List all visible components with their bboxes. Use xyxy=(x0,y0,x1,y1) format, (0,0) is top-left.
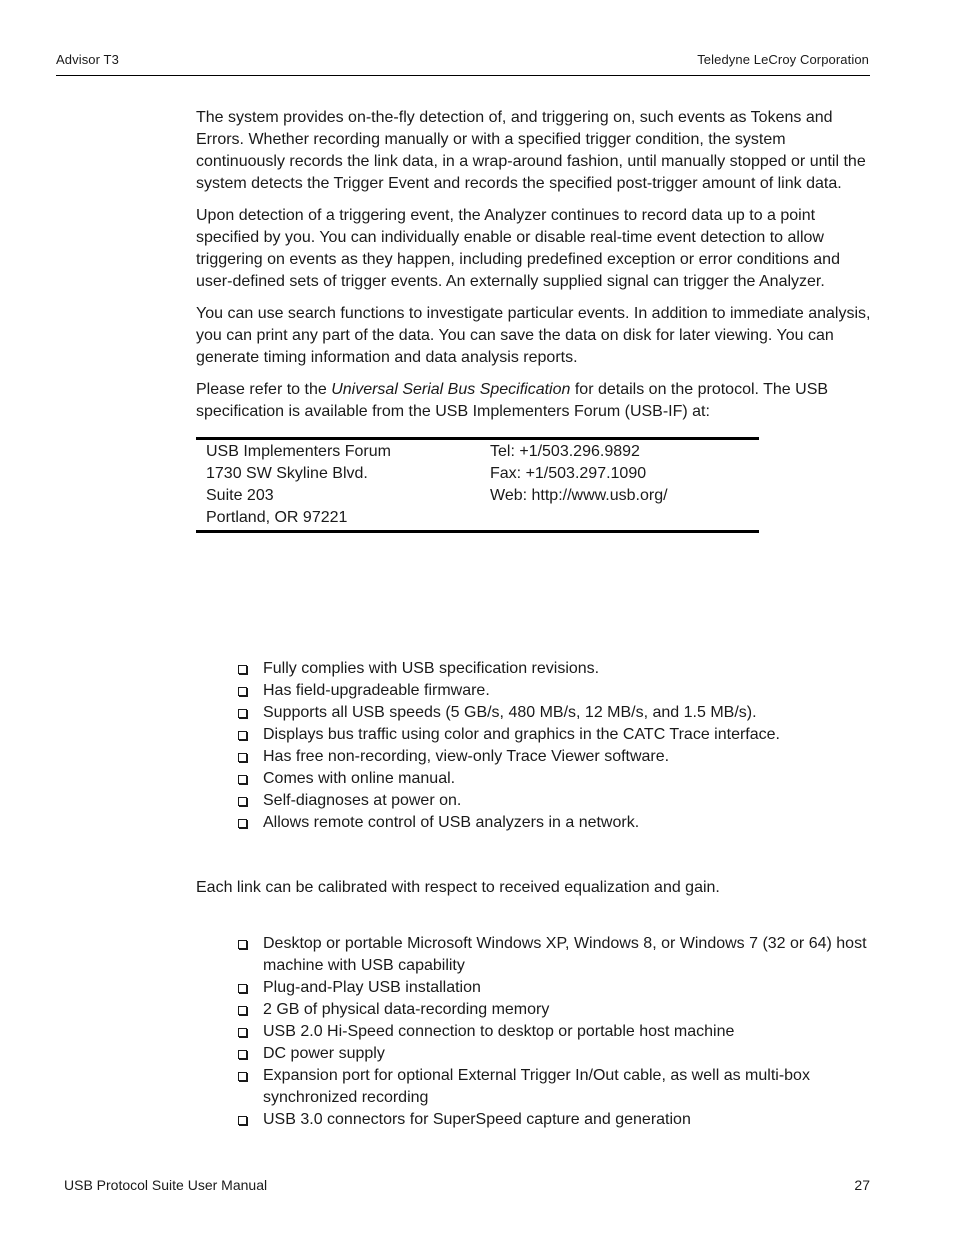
checkbox-bullet-icon xyxy=(238,687,247,696)
reference-after: for details on the protocol. The USB specification is available from the USB Implementers Forum (USB-IF) at: xyxy=(196,381,829,420)
feature-text: Has field-upgradeable firmware. xyxy=(263,682,490,699)
features-list xyxy=(236,658,872,834)
checkbox-bullet-icon xyxy=(238,731,247,740)
reference-spec-title: Universal Serial Bus Specification xyxy=(331,381,571,398)
page-number: 27 xyxy=(854,1177,870,1193)
table-cell: Web: http://www.usb.org/ xyxy=(490,487,668,504)
requirement-text: DC power supply xyxy=(263,1045,385,1062)
list-item xyxy=(236,768,872,790)
list-item xyxy=(236,933,872,977)
feature-text: Comes with online manual. xyxy=(263,770,456,787)
checkbox-bullet-icon xyxy=(238,709,247,718)
table-row xyxy=(196,485,759,507)
list-item xyxy=(236,1109,872,1131)
feature-text: Has free non-recording, view-only Trace Viewer software. xyxy=(263,748,670,765)
list-item xyxy=(236,1021,872,1043)
paragraph-search: You can use search functions to investigate particular events. In addition to immediate analysis, you can print any part of the data. You can save the data on disk for later viewing. You can generate timing information and data analysis reports. xyxy=(196,305,871,366)
list-item xyxy=(236,746,872,768)
list-item xyxy=(236,1065,872,1109)
list-item xyxy=(236,790,872,812)
paragraph-triggering: The system provides on-the-fly detection of, and triggering on, such events as Tokens and Errors. Whether recording manually or with a specified trigger condition, the system continuously records the link data, in a wrap-around fashion, until manually stopped or until the system detects the Trigger Event and records the specified post-trigger amount of link data. xyxy=(196,109,866,192)
feature-text: Supports all USB speeds (5 GB/s, 480 MB/s, 12 MB/s, and 1.5 MB/s). xyxy=(263,704,757,721)
list-item xyxy=(236,658,872,680)
table-cell: USB Implementers Forum xyxy=(206,443,391,460)
table-row xyxy=(196,439,759,464)
requirement-text: USB 3.0 connectors for SuperSpeed capture and generation xyxy=(263,1111,691,1128)
list-item xyxy=(236,724,872,746)
footer-manual-title: USB Protocol Suite User Manual xyxy=(64,1177,268,1193)
list-item xyxy=(236,812,872,834)
requirement-text: USB 2.0 Hi-Speed connection to desktop or portable host machine xyxy=(263,1023,735,1040)
checkbox-bullet-icon xyxy=(238,1006,247,1015)
table-cell: Suite 203 xyxy=(206,487,274,504)
paragraph-trigger-detection: Upon detection of a triggering event, the Analyzer continues to record data up to a point specified by you. You can individually enable or disable real-time event detection to allow triggering on events as they happen, including predefined exception or error conditions and user-defined sets of trigger events. An externally supplied signal can trigger the Analyzer. xyxy=(196,207,840,290)
table-cell: Fax: +1/503.297.1090 xyxy=(490,465,647,482)
list-item xyxy=(236,999,872,1021)
checkbox-bullet-icon xyxy=(238,819,247,828)
page-header xyxy=(56,52,869,67)
header-company: Teledyne LeCroy Corporation xyxy=(697,52,869,67)
feature-text: Fully complies with USB specification revisions. xyxy=(263,660,600,677)
table-row xyxy=(196,507,759,532)
checkbox-bullet-icon xyxy=(238,797,247,806)
table-row xyxy=(196,463,759,485)
reference-before: Please refer to the xyxy=(196,381,332,398)
header-rule xyxy=(56,75,870,76)
checkbox-bullet-icon xyxy=(238,940,247,949)
requirement-text: Desktop or portable Microsoft Windows XP, Windows 8, or Windows 7 (32 or 64) host machine with USB capability xyxy=(263,935,867,974)
checkbox-bullet-icon xyxy=(238,775,247,784)
page-footer xyxy=(64,1177,870,1193)
list-item xyxy=(236,977,872,999)
requirements-list xyxy=(236,933,872,1131)
checkbox-bullet-icon xyxy=(238,665,247,674)
list-item xyxy=(236,680,872,702)
checkbox-bullet-icon xyxy=(238,1116,247,1125)
checkbox-bullet-icon xyxy=(238,1028,247,1037)
usb-if-contact-table xyxy=(196,437,759,533)
table-cell xyxy=(480,507,759,532)
requirement-text: 2 GB of physical data-recording memory xyxy=(263,1001,550,1018)
checkbox-bullet-icon xyxy=(238,984,247,993)
paragraph-reference xyxy=(196,379,871,423)
calibration-paragraph: Each link can be calibrated with respect to received equalization and gain. xyxy=(196,879,720,896)
table-cell: 1730 SW Skyline Blvd. xyxy=(206,465,368,482)
requirement-text: Expansion port for optional External Trigger In/Out cable, as well as multi-box synchronized recording xyxy=(263,1067,810,1106)
feature-text: Allows remote control of USB analyzers in a network. xyxy=(263,814,640,831)
checkbox-bullet-icon xyxy=(238,1050,247,1059)
feature-text: Displays bus traffic using color and graphics in the CATC Trace interface. xyxy=(263,726,780,743)
feature-text: Self-diagnoses at power on. xyxy=(263,792,462,809)
list-item xyxy=(236,1043,872,1065)
requirement-text: Plug-and-Play USB installation xyxy=(263,979,481,996)
body-content xyxy=(196,107,871,533)
checkbox-bullet-icon xyxy=(238,753,247,762)
table-cell: Portland, OR 97221 xyxy=(206,509,348,526)
checkbox-bullet-icon xyxy=(238,1072,247,1081)
header-product: Advisor T3 xyxy=(56,52,119,67)
table-cell: Tel: +1/503.296.9892 xyxy=(490,443,640,460)
list-item xyxy=(236,702,872,724)
